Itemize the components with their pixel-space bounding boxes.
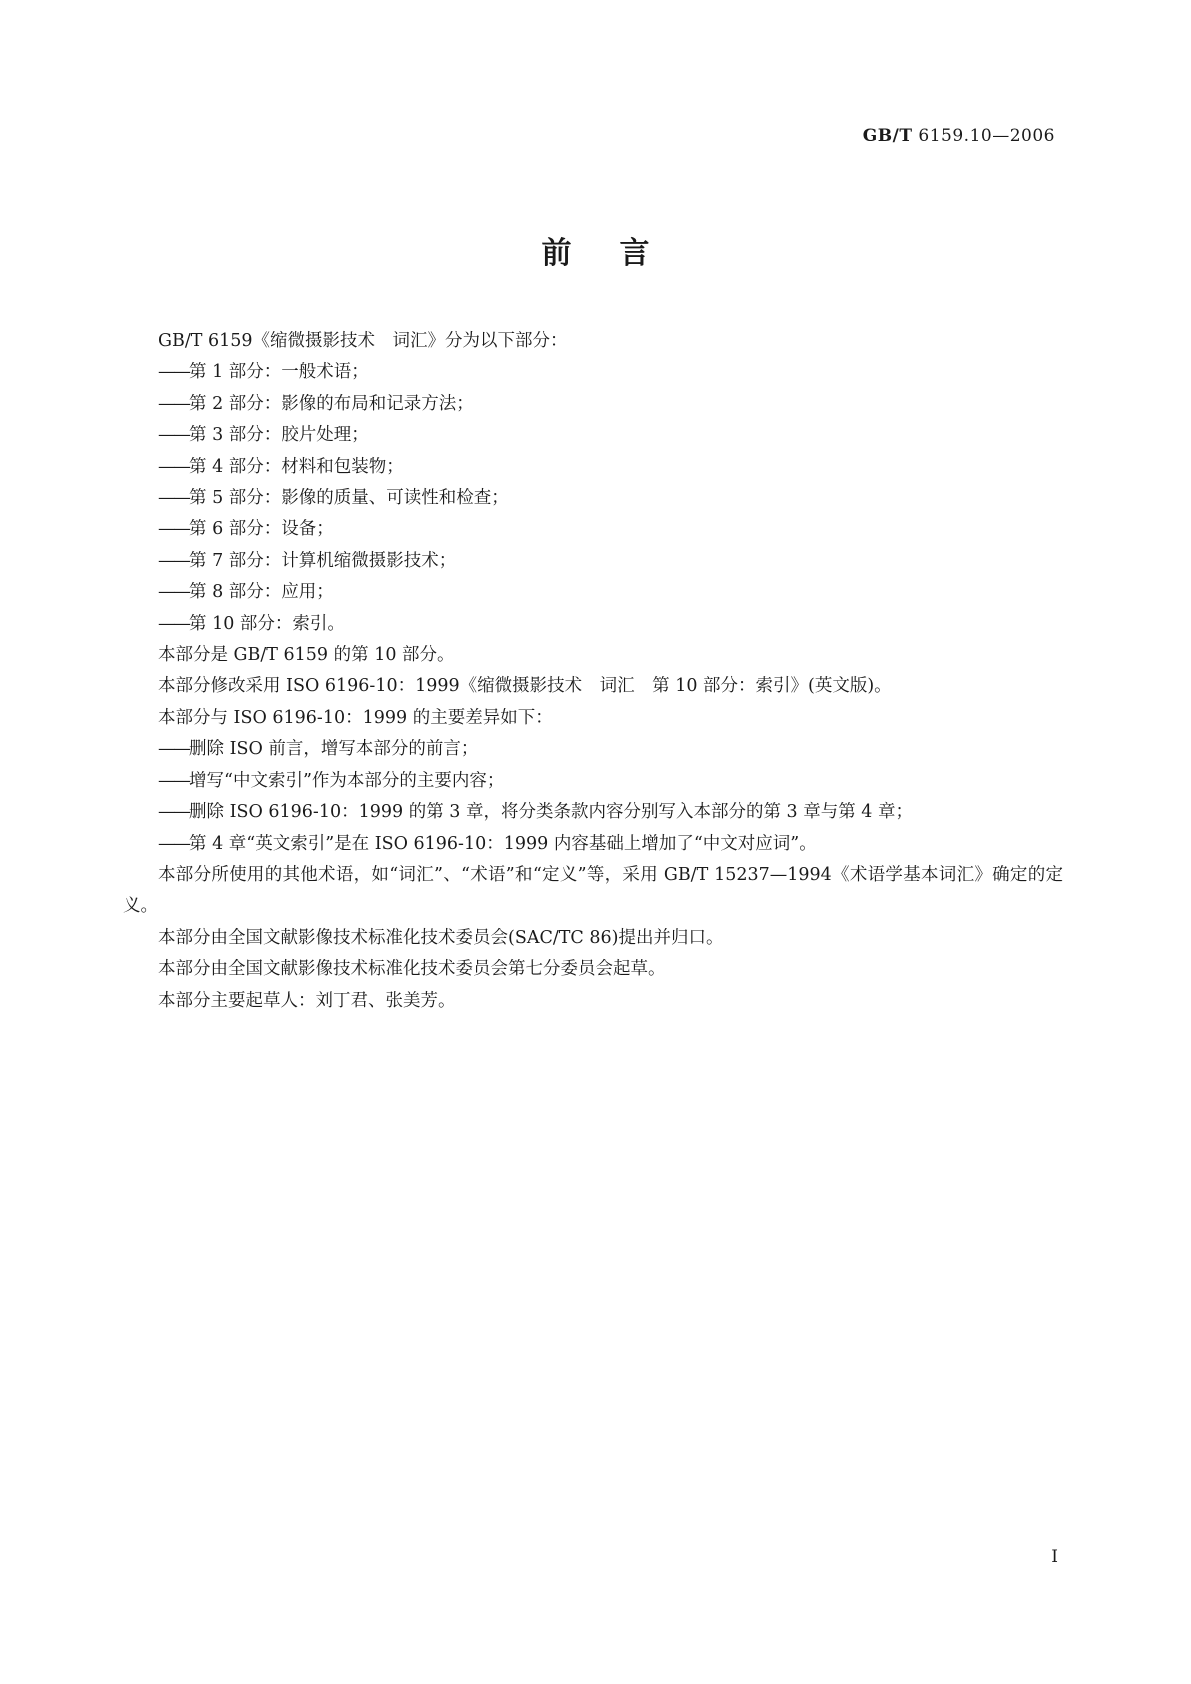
part-list-item: ——第 1 部分：一般术语；	[158, 362, 369, 383]
list-dash: ——	[158, 550, 189, 571]
difference-list-item: ——删除 ISO 前言，增写本部分的前言；	[158, 739, 479, 760]
list-dash: ——	[158, 425, 189, 446]
list-dash: ——	[158, 833, 189, 854]
difference-list-item: ——删除 ISO 6196-10：1999 的第 3 章，将分类条款内容分别写入本部分的第 3 章与第 4 章；	[158, 802, 913, 823]
part-list-item: ——第 3 部分：胶片处理；	[158, 425, 369, 446]
intro-paragraph: GB/T 6159《缩微摄影技术 词汇》分为以下部分：	[158, 331, 568, 351]
standard-code-number: 6159.10—2006	[918, 126, 1055, 146]
list-dash: ——	[158, 613, 189, 634]
terms-paragraph: 本部分所使用的其他术语，如“词汇”、“术语”和“定义”等，采用 GB/T 15237—1994《术语学基本词汇》确定的定义。	[123, 864, 1063, 917]
list-dash: ——	[158, 393, 189, 414]
list-dash: ——	[158, 362, 189, 383]
part-list-item: ——第 6 部分：设备；	[158, 519, 334, 540]
section-title: 前言	[541, 236, 698, 271]
list-dash: ——	[158, 456, 189, 477]
difference-list-item: ——增写“中文索引”作为本部分的主要内容；	[158, 770, 505, 791]
foreword-body	[123, 326, 1063, 1017]
drafters-paragraph: 本部分主要起草人：刘丁君、张美芳。	[158, 990, 456, 1011]
part-list-item: ——第 8 部分：应用；	[158, 582, 334, 603]
standard-code-prefix: GB/T	[862, 126, 913, 146]
part-list-item: ——第 2 部分：影像的布局和记录方法；	[158, 393, 474, 414]
difference-list-item: ——第 4 章“英文索引”是在 ISO 6196-10：1999 内容基础上增加了“中文对应词”。	[158, 833, 817, 854]
part-list-item: ——第 5 部分：影像的质量、可读性和检查；	[158, 488, 509, 509]
part-list-item: ——第 7 部分：计算机缩微摄影技术；	[158, 550, 457, 571]
part-of-paragraph: 本部分是 GB/T 6159 的第 10 部分。	[158, 645, 455, 666]
list-dash: ——	[158, 519, 189, 540]
list-dash: ——	[158, 802, 189, 823]
list-dash: ——	[158, 770, 189, 791]
list-dash: ——	[158, 488, 189, 509]
list-dash: ——	[158, 582, 189, 603]
list-dash: ——	[158, 739, 189, 760]
differences-paragraph: 本部分与 ISO 6196-10：1999 的主要差异如下：	[158, 707, 553, 728]
part-list-item: ——第 10 部分：索引。	[158, 613, 345, 634]
adoption-paragraph: 本部分修改采用 ISO 6196-10：1999《缩微摄影技术 词汇 第 10 部分：索引》(英文版)。	[158, 676, 892, 697]
drafted-by-paragraph: 本部分由全国文献影像技术标准化技术委员会第七分委员会起草。	[158, 959, 666, 980]
page-number: I	[1051, 1547, 1058, 1567]
part-list-item: ——第 4 部分：材料和包装物；	[158, 456, 404, 477]
standard-code	[863, 126, 1055, 146]
proposed-by-paragraph: 本部分由全国文献影像技术标准化技术委员会(SAC/TC 86)提出并归口。	[158, 927, 724, 948]
